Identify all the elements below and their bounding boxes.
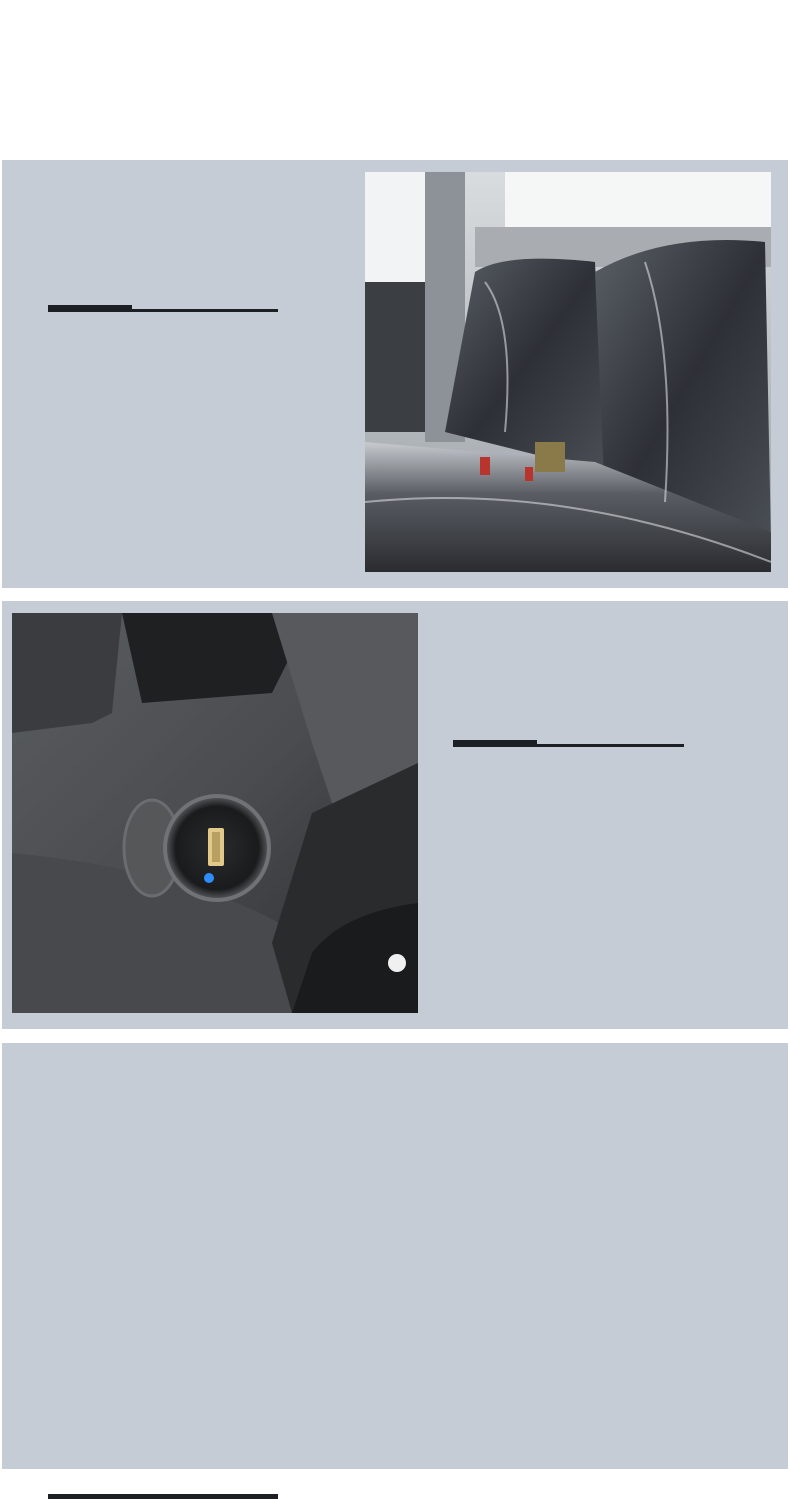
section-rotating-gear [2,1043,788,1469]
seats-photo [365,172,771,572]
usb-port-photo [12,613,418,1013]
divider-accent [48,305,132,312]
section-comfort-seats [2,160,788,588]
page-header [0,0,790,160]
section-usb-charging-port [2,601,788,1029]
divider-accent [453,740,537,747]
